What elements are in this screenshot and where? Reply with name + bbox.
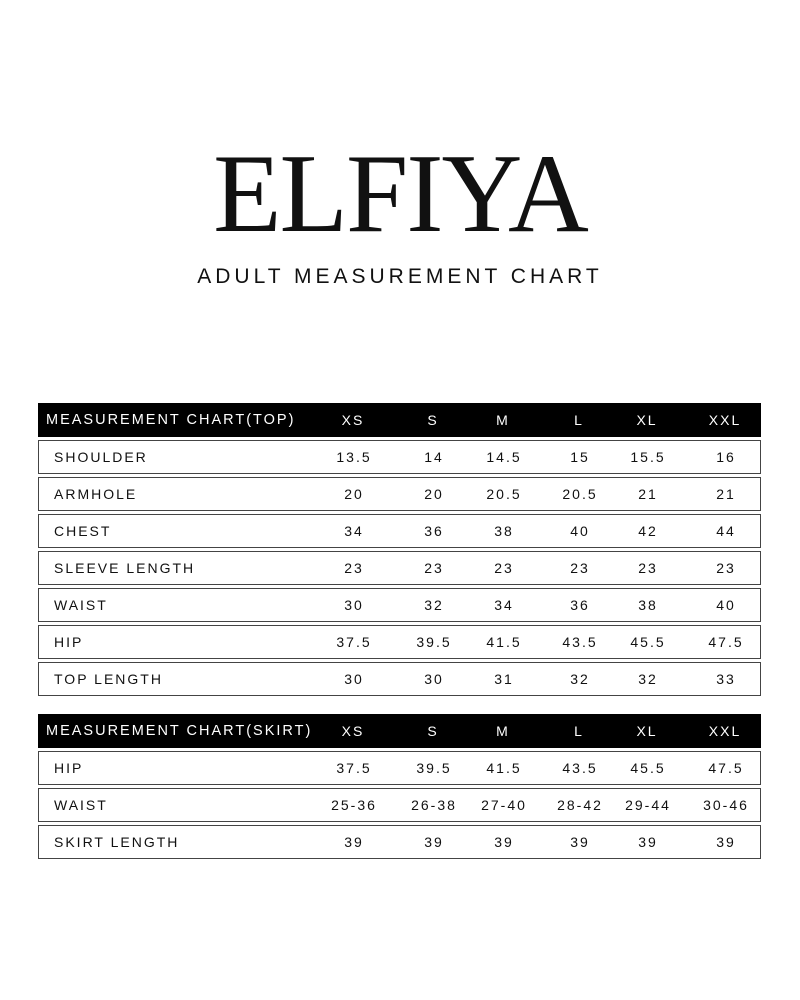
table-row — [38, 440, 761, 474]
table-cell: 47.5 — [708, 634, 744, 650]
size-header: L — [574, 723, 584, 739]
table-row — [38, 514, 761, 548]
table-cell: 20 — [424, 486, 444, 502]
table-cell: 40 — [570, 523, 590, 539]
size-header: XXL — [708, 412, 742, 428]
table-cell: 38 — [494, 523, 514, 539]
table-cell: 30 — [344, 671, 364, 687]
table-cell: 39.5 — [416, 634, 452, 650]
table-cell: 23 — [494, 560, 514, 576]
table-cell: 32 — [638, 671, 658, 687]
brand-logo: ELFIYA — [213, 132, 587, 256]
row-label: ARMHOLE — [54, 486, 138, 502]
table-cell: 21 — [638, 486, 658, 502]
size-header: L — [574, 412, 584, 428]
table-cell: 39 — [494, 834, 514, 850]
table-cell: 23 — [638, 560, 658, 576]
table-cell: 27-40 — [481, 797, 527, 813]
row-label: SLEEVE LENGTH — [54, 560, 196, 576]
table-cell: 15.5 — [630, 449, 666, 465]
table-cell: 20 — [344, 486, 364, 502]
skirt-measurement-table — [38, 714, 761, 862]
table-cell: 34 — [344, 523, 364, 539]
table-cell: 45.5 — [630, 634, 666, 650]
table-cell: 39 — [344, 834, 364, 850]
table-cell: 41.5 — [486, 634, 522, 650]
table-cell: 39.5 — [416, 760, 452, 776]
table-cell: 43.5 — [562, 760, 598, 776]
size-header: XS — [341, 723, 365, 739]
table-title: MEASUREMENT CHART(SKIRT) — [46, 723, 313, 739]
size-header: M — [496, 723, 510, 739]
table-cell: 21 — [716, 486, 736, 502]
table-cell: 37.5 — [336, 760, 372, 776]
table-header — [38, 403, 761, 437]
table-cell: 30 — [344, 597, 364, 613]
table-cell: 26-38 — [411, 797, 457, 813]
table-cell: 23 — [716, 560, 736, 576]
table-cell: 32 — [424, 597, 444, 613]
page-title: ADULT MEASUREMENT CHART — [197, 265, 603, 288]
table-cell: 20.5 — [562, 486, 598, 502]
size-header: XXL — [708, 723, 742, 739]
table-cell: 36 — [424, 523, 444, 539]
table-cell: 23 — [570, 560, 590, 576]
table-cell: 23 — [344, 560, 364, 576]
table-cell: 32 — [570, 671, 590, 687]
table-cell: 13.5 — [336, 449, 372, 465]
table-cell: 30-46 — [703, 797, 749, 813]
table-cell: 43.5 — [562, 634, 598, 650]
table-row — [38, 551, 761, 585]
size-header: XL — [636, 412, 658, 428]
table-row — [38, 625, 761, 659]
table-cell: 41.5 — [486, 760, 522, 776]
table-cell: 39 — [716, 834, 736, 850]
table-cell: 16 — [716, 449, 736, 465]
table-row — [38, 662, 761, 696]
row-label: CHEST — [54, 523, 112, 539]
row-label: HIP — [54, 760, 84, 776]
row-label: SKIRT LENGTH — [54, 834, 180, 850]
table-cell: 42 — [638, 523, 658, 539]
table-header — [38, 714, 761, 748]
table-row — [38, 788, 761, 822]
table-row — [38, 477, 761, 511]
table-cell: 38 — [638, 597, 658, 613]
table-cell: 40 — [716, 597, 736, 613]
table-cell: 29-44 — [625, 797, 671, 813]
table-cell: 14 — [424, 449, 444, 465]
table-cell: 23 — [424, 560, 444, 576]
size-header: S — [427, 723, 439, 739]
size-header: S — [427, 412, 439, 428]
row-label: SHOULDER — [54, 449, 148, 465]
table-cell: 31 — [494, 671, 514, 687]
table-row — [38, 751, 761, 785]
top-measurement-table — [38, 403, 761, 699]
table-title: MEASUREMENT CHART(TOP) — [46, 412, 296, 428]
table-row — [38, 588, 761, 622]
table-cell: 37.5 — [336, 634, 372, 650]
row-label: TOP LENGTH — [54, 671, 163, 687]
table-cell: 36 — [570, 597, 590, 613]
table-cell: 44 — [716, 523, 736, 539]
table-cell: 33 — [716, 671, 736, 687]
table-cell: 28-42 — [557, 797, 603, 813]
table-cell: 20.5 — [486, 486, 522, 502]
table-cell: 15 — [570, 449, 590, 465]
table-cell: 39 — [570, 834, 590, 850]
table-cell: 39 — [424, 834, 444, 850]
table-cell: 47.5 — [708, 760, 744, 776]
size-header: XS — [341, 412, 365, 428]
table-cell: 39 — [638, 834, 658, 850]
table-cell: 45.5 — [630, 760, 666, 776]
size-header: XL — [636, 723, 658, 739]
table-cell: 25-36 — [331, 797, 377, 813]
row-label: WAIST — [54, 597, 108, 613]
table-row — [38, 825, 761, 859]
row-label: WAIST — [54, 797, 108, 813]
table-cell: 34 — [494, 597, 514, 613]
table-cell: 14.5 — [486, 449, 522, 465]
size-header: M — [496, 412, 510, 428]
row-label: HIP — [54, 634, 84, 650]
table-cell: 30 — [424, 671, 444, 687]
